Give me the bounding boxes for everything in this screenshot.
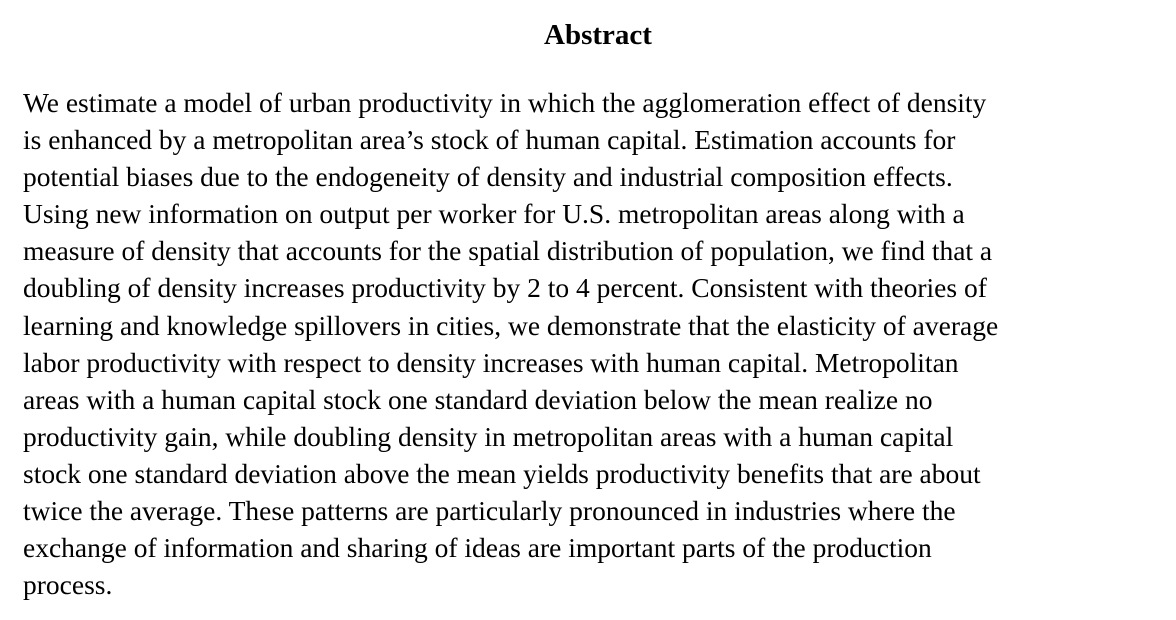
abstract-line: doubling of density increases productivity by 2 to 4 percent. Consistent with theories of — [23, 272, 987, 304]
abstract-line: twice the average. These patterns are particularly pronounced in industries where the — [23, 495, 956, 527]
abstract-body — [23, 84, 1173, 603]
abstract-line: Using new information on output per worker for U.S. metropolitan areas along with a — [23, 198, 965, 230]
abstract-line: areas with a human capital stock one standard deviation below the mean realize no — [23, 383, 933, 415]
abstract-line: labor productivity with respect to density increases with human capital. Metropolitan — [23, 346, 959, 378]
abstract-line: measure of density that accounts for the spatial distribution of population, we find that a — [23, 235, 993, 267]
abstract-line: process. — [23, 569, 113, 601]
abstract-line: stock one standard deviation above the mean yields productivity benefits that are about — [23, 457, 981, 489]
abstract-line: exchange of information and sharing of ideas are important parts of the production — [23, 532, 932, 564]
abstract-line: productivity gain, while doubling density in metropolitan areas with a human capital — [23, 420, 954, 452]
abstract-line: potential biases due to the endogeneity of density and industrial composition effects. — [23, 161, 953, 193]
abstract-line: is enhanced by a metropolitan area’s stock of human capital. Estimation accounts for — [23, 124, 956, 156]
abstract-heading: Abstract — [544, 19, 652, 51]
abstract-line: We estimate a model of urban productivity in which the agglomeration effect of density — [23, 87, 987, 118]
abstract-line: learning and knowledge spillovers in cities, we demonstrate that the elasticity of average — [23, 309, 999, 341]
